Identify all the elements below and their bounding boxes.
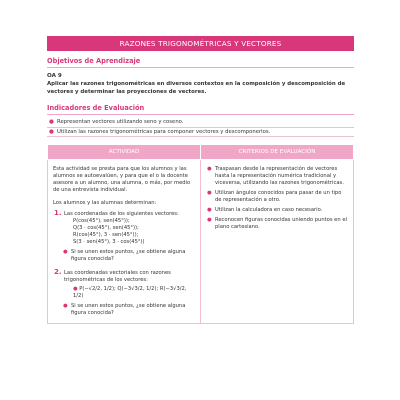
oa-code: OA 9 — [47, 73, 62, 79]
indicators-heading: Indicadores de Evaluación — [47, 104, 145, 112]
coord-line: S(3 · sen(45°), 3 · cos(45°)) — [73, 239, 145, 245]
bullet-icon: ● — [207, 166, 212, 172]
activity-intro: Esta actividad se presta para que los alumnos y las alumnos se autoevalúen, y para que el o la docente asesore a un alumno, una alumna, o más, por medio de una entrevista individual. — [53, 166, 191, 193]
item-number: 2. — [54, 268, 62, 276]
question-bullet: ● Si se unen estos puntos, ¿se obtiene alguna figura conocida? — [63, 249, 186, 262]
coord-line: R(cos(45°), 3 · sen(45°)); — [73, 232, 139, 238]
criteria-item: ● Utilizan ángulos conocidos para pasar de un tipo de representación a otro. — [207, 190, 342, 203]
item-text: Las coordenadas de los siguientes vectores: — [64, 211, 179, 217]
bullet-icon: ● — [49, 119, 54, 125]
question-bullet: ● Si se unen estos puntos, ¿se obtiene alguna figura conocida? — [63, 303, 186, 316]
indicator-item: ● Utilizan las razones trigonométricas para componer vectores y descomponerlos. — [49, 128, 271, 135]
activity-cell — [48, 160, 201, 324]
criteria-item: ● Utilizan la calculadora en caso necesario. — [207, 207, 323, 213]
bullet-icon: ● — [207, 217, 212, 223]
activity-item-2 — [53, 270, 195, 284]
activity-table — [47, 144, 354, 324]
coord-line: Q(3 · cos(45°), sen(45°)); — [73, 225, 139, 231]
activity-determine: Los alumnos y las alumnas determinan: — [53, 200, 157, 206]
criteria-cell — [201, 160, 354, 324]
bullet-icon: ● — [207, 190, 212, 196]
vectors-line: ● P(−√2/2, 1/2); Q(−3√3/2, 1/2); R(−3√3/2, 1/2) — [73, 286, 187, 299]
criteria-item: ● Reconocen figuras conocidas uniendo puntos en el plano cartesiano. — [207, 217, 347, 230]
objectives-divider — [47, 67, 354, 68]
item-text: Las coordenadas vectoriales con razones trigonométricas de los vectores: — [64, 270, 171, 283]
activity-item-1 — [53, 211, 195, 218]
coord-line: P(cos(45°), sen(45°)); — [73, 218, 130, 224]
indicator-item: ● Representan vectores utilizando seno y coseno. — [49, 119, 184, 125]
bullet-icon: ● — [63, 303, 68, 309]
activity-column-header: ACTIVIDAD — [48, 145, 201, 160]
bullet-icon: ● — [73, 286, 80, 292]
oa-text: Aplicar las razones trigonométricas en diversos contextos en la composición y descomposición de vectores y determinar las proyecciones de vectores. — [47, 81, 346, 95]
bullet-icon: ● — [63, 249, 68, 255]
bullet-icon: ● — [49, 128, 54, 135]
item-number: 1. — [54, 209, 62, 217]
bullet-icon: ● — [207, 207, 212, 213]
document-page — [47, 36, 354, 324]
objectives-heading: Objetivos de Aprendizaje — [47, 57, 141, 65]
criteria-column-header: CRITERIOS DE EVALUACIÓN — [201, 145, 354, 160]
indicators-list — [47, 118, 354, 137]
indicators-divider — [47, 114, 354, 115]
banner-title: RAZONES TRIGONOMÉTRICAS Y VECTORES — [119, 39, 282, 48]
indicator-divider — [47, 136, 354, 137]
page-banner — [47, 36, 354, 51]
criteria-item: ● Traspasan desde la representación de vectores hasta la representación numérica tradicional y viceversa, utilizando las razones trigonométricas. — [207, 166, 344, 186]
